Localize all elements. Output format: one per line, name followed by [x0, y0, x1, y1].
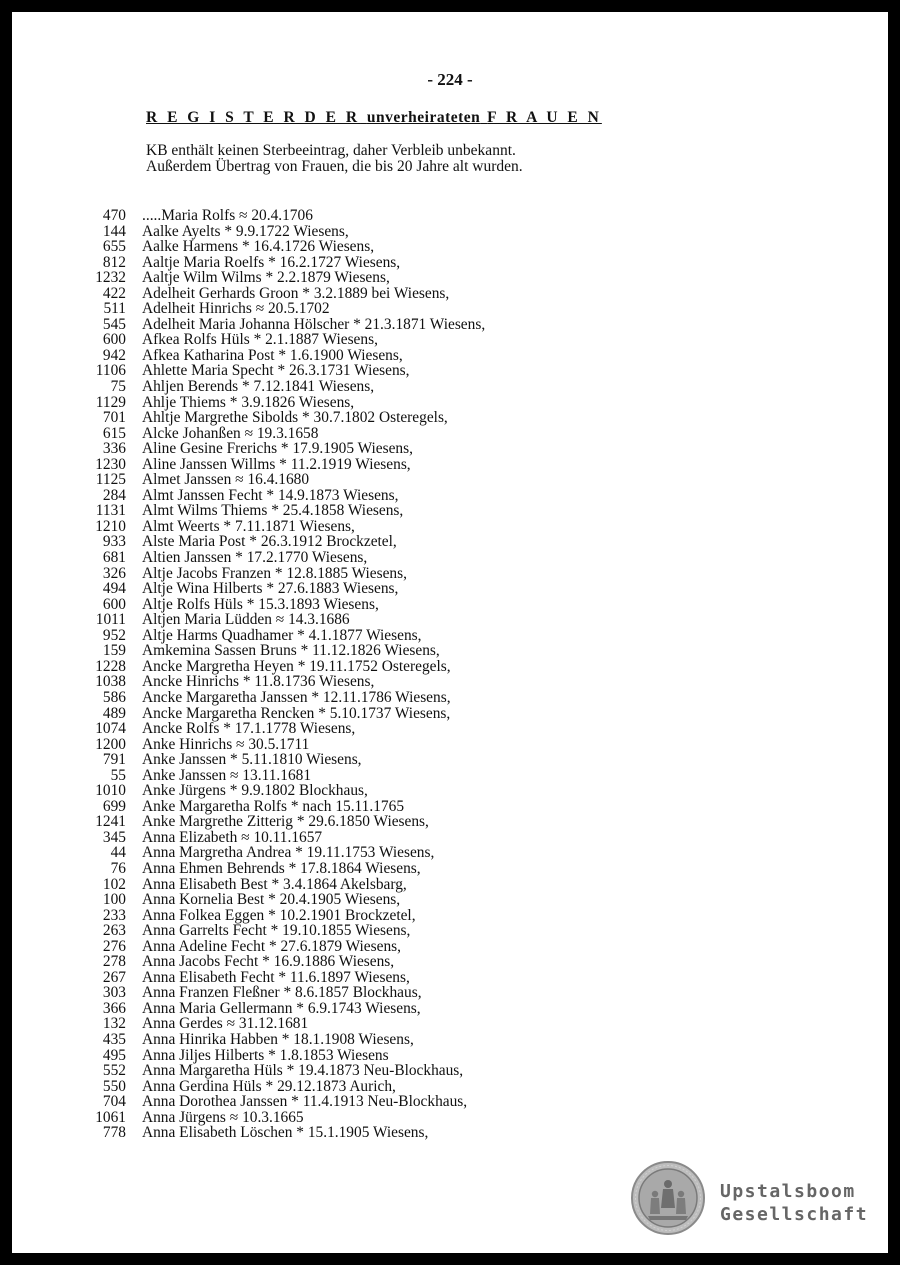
entry-text: Anna Kornelia Best * 20.4.1905 Wiesens,: [142, 891, 401, 909]
entry-number: 326: [102, 564, 126, 582]
entry-text: Ancke Margretha Heyen * 19.11.1752 Osteregels,: [142, 657, 451, 675]
entry-text: Anna Franzen Fleßner * 8.6.1857 Blockhaus,: [142, 984, 422, 1002]
page-number: - 224 -: [427, 70, 473, 89]
entry-number: 699: [102, 797, 126, 815]
register-entry: [12, 286, 888, 302]
upstalsboom-logo: [630, 1160, 880, 1236]
entry-text: Anke Hinrichs ≈ 30.5.1711: [142, 735, 310, 753]
entry-text: Ahlette Maria Specht * 26.3.1731 Wiesens,: [142, 362, 410, 380]
register-entry: [12, 1110, 888, 1126]
entry-number: 778: [102, 1124, 126, 1142]
entry-number: 345: [102, 828, 126, 846]
register-entry: [12, 566, 888, 582]
register-entry: [12, 597, 888, 613]
note-line-1: KB enthält keinen Sterbeeintrag, daher Verbleib unbekannt.: [146, 142, 516, 159]
entry-number: 366: [102, 999, 126, 1017]
entry-number: 812: [102, 253, 126, 271]
entry-number: 1061: [95, 1108, 126, 1126]
register-entry: [12, 845, 888, 861]
note-line-2: Außerdem Übertrag von Frauen, die bis 20 Jahre alt wurden.: [146, 158, 523, 175]
register-entry: [12, 550, 888, 566]
register-entry: [12, 426, 888, 442]
entry-number: 278: [102, 953, 126, 971]
register-entry: [12, 861, 888, 877]
register-entry: [12, 1079, 888, 1095]
entry-number: 655: [102, 238, 126, 256]
entry-number: 44: [110, 844, 126, 862]
entry-text: Altien Janssen * 17.2.1770 Wiesens,: [142, 549, 368, 567]
entry-text: Aaltje Wilm Wilms * 2.2.1879 Wiesens,: [142, 269, 390, 287]
entry-number: 489: [102, 704, 126, 722]
entry-text: Almet Janssen ≈ 16.4.1680: [142, 471, 310, 489]
organization-name-line-2: Gesellschaft: [720, 1204, 869, 1225]
entry-text: Almt Weerts * 7.11.1871 Wiesens,: [142, 517, 355, 535]
register-entries: [12, 208, 888, 1141]
entry-text: Alcke Johanßen ≈ 19.3.1658: [142, 424, 319, 442]
entry-text: Anke Janssen ≈ 13.11.1681: [142, 766, 312, 784]
entry-number: 494: [102, 580, 126, 598]
entry-number: 1241: [95, 813, 126, 831]
register-entry: [12, 970, 888, 986]
entry-text: Afkea Katharina Post * 1.6.1900 Wiesens,: [142, 346, 403, 364]
entry-number: 132: [102, 1015, 126, 1033]
entry-number: 233: [102, 906, 126, 924]
entry-text: Anke Jürgens * 9.9.1802 Blockhaus,: [142, 782, 368, 800]
register-entry: [12, 534, 888, 550]
entry-number: 615: [102, 424, 126, 442]
entry-text: Anke Margaretha Rolfs * nach 15.11.1765: [142, 797, 405, 815]
register-entry: [12, 301, 888, 317]
entry-text: Ancke Margaretha Rencken * 5.10.1737 Wiesens,: [142, 704, 451, 722]
register-entry: [12, 783, 888, 799]
entry-text: Anna Jürgens ≈ 10.3.1665: [142, 1108, 304, 1126]
register-entry: [12, 752, 888, 768]
register-entry: [12, 799, 888, 815]
entry-number: 1106: [95, 362, 126, 380]
entry-text: .....Maria Rolfs ≈ 20.4.1706: [142, 207, 313, 224]
entry-text: Aline Janssen Willms * 11.2.1919 Wiesens,: [142, 455, 411, 473]
register-title: [146, 109, 602, 127]
entry-number: 511: [103, 300, 126, 318]
register-entry: [12, 332, 888, 348]
entry-text: Ahltje Margrethe Sibolds * 30.7.1802 Osteregels,: [142, 409, 448, 427]
entry-text: Anna Elisabeth Löschen * 15.1.1905 Wiesens,: [142, 1124, 429, 1142]
register-entry: [12, 348, 888, 364]
title-part-3: F R A U E N: [487, 109, 602, 126]
entry-text: Anna Garrelts Fecht * 19.10.1855 Wiesens,: [142, 922, 411, 940]
entry-number: 550: [102, 1077, 126, 1095]
entry-number: 1011: [95, 611, 126, 629]
register-entry: [12, 410, 888, 426]
entry-text: Aaltje Maria Roelfs * 16.2.1727 Wiesens,: [142, 253, 401, 271]
register-entry: [12, 814, 888, 830]
register-entry: [12, 690, 888, 706]
entry-number: 1228: [95, 657, 126, 675]
entry-text: Anna Margretha Andrea * 19.11.1753 Wiesens,: [142, 844, 435, 862]
entry-number: 144: [102, 222, 126, 240]
entry-text: Aalke Ayelts * 9.9.1722 Wiesens,: [142, 222, 349, 240]
entry-number: 1230: [95, 455, 126, 473]
organization-name: [720, 1180, 868, 1226]
entry-number: 952: [102, 626, 126, 644]
entry-text: Almt Wilms Thiems * 25.4.1858 Wiesens,: [142, 502, 404, 520]
entry-number: 100: [102, 891, 126, 909]
entry-text: Almt Janssen Fecht * 14.9.1873 Wiesens,: [142, 486, 399, 504]
entry-text: Anna Gerdes ≈ 31.12.1681: [142, 1015, 309, 1033]
entry-text: Ahlje Thiems * 3.9.1826 Wiesens,: [142, 393, 355, 411]
entry-text: Ancke Rolfs * 17.1.1778 Wiesens,: [142, 720, 356, 738]
entry-text: Anna Adeline Fecht * 27.6.1879 Wiesens,: [142, 937, 401, 955]
entry-text: Anna Elisabeth Fecht * 11.6.1897 Wiesens,: [142, 968, 410, 986]
register-entry: [12, 939, 888, 955]
entry-text: Altje Harms Quadhamer * 4.1.1877 Wiesens,: [142, 626, 422, 644]
register-entry: [12, 395, 888, 411]
document-page: [12, 12, 888, 1253]
entry-text: Anna Jacobs Fecht * 16.9.1886 Wiesens,: [142, 953, 395, 971]
entry-text: Ahljen Berends * 7.12.1841 Wiesens,: [142, 378, 375, 396]
register-entry: [12, 581, 888, 597]
entry-text: Anna Hinrika Habben * 18.1.1908 Wiesens,: [142, 1030, 414, 1048]
entry-text: Altje Wina Hilberts * 27.6.1883 Wiesens,: [142, 580, 399, 598]
entry-number: 75: [110, 378, 126, 396]
entry-number: 1200: [95, 735, 126, 753]
title-part-1: R E G I S T E R D E R: [146, 109, 361, 126]
register-entry: [12, 985, 888, 1001]
register-entry: [12, 659, 888, 675]
register-entry: [12, 457, 888, 473]
entry-number: 263: [102, 922, 126, 940]
register-entry: [12, 208, 888, 224]
entry-text: Anke Margrethe Zitterig * 29.6.1850 Wiesens,: [142, 813, 429, 831]
entry-text: Anna Folkea Eggen * 10.2.1901 Brockzetel,: [142, 906, 416, 924]
register-entry: [12, 224, 888, 240]
register-entry: [12, 706, 888, 722]
register-entry: [12, 721, 888, 737]
entry-number: 1232: [95, 269, 126, 287]
entry-number: 1129: [95, 393, 126, 411]
register-entry: [12, 1016, 888, 1032]
entry-number: 942: [102, 346, 126, 364]
entry-text: Anna Gerdina Hüls * 29.12.1873 Aurich,: [142, 1077, 396, 1095]
register-entry: [12, 1032, 888, 1048]
register-entry: [12, 270, 888, 286]
entry-number: 600: [102, 331, 126, 349]
register-entry: [12, 612, 888, 628]
register-entry: [12, 1048, 888, 1064]
entry-text: Afkea Rolfs Hüls * 2.1.1887 Wiesens,: [142, 331, 378, 349]
organization-name-line-1: Upstalsboom: [720, 1181, 856, 1202]
title-part-2: unverheirateten: [366, 109, 481, 126]
entry-text: Adelheit Maria Johanna Hölscher * 21.3.1871 Wiesens,: [142, 315, 486, 333]
entry-number: 701: [102, 409, 126, 427]
register-entry: [12, 954, 888, 970]
register-entry: [12, 674, 888, 690]
entry-text: Anna Elizabeth ≈ 10.11.1657: [142, 828, 323, 846]
register-entry: [12, 643, 888, 659]
entry-text: Anna Maria Gellermann * 6.9.1743 Wiesens,: [142, 999, 421, 1017]
entry-number: 1074: [95, 720, 126, 738]
register-entry: [12, 908, 888, 924]
entry-number: 1210: [95, 517, 126, 535]
entry-text: Anna Ehmen Behrends * 17.8.1864 Wiesens,: [142, 859, 421, 877]
entry-number: 102: [102, 875, 126, 893]
entry-number: 55: [110, 766, 126, 784]
seal-icon: [630, 1160, 706, 1236]
entry-number: 704: [102, 1093, 126, 1111]
entry-text: Adelheit Hinrichs ≈ 20.5.1702: [142, 300, 330, 318]
entry-number: 495: [102, 1046, 126, 1064]
entry-text: Amkemina Sassen Bruns * 11.12.1826 Wiesens,: [142, 642, 440, 660]
entry-number: 276: [102, 937, 126, 955]
entry-number: 470: [102, 207, 126, 224]
entry-text: Altjen Maria Lüdden ≈ 14.3.1686: [142, 611, 350, 629]
entry-text: Ancke Hinrichs * 11.8.1736 Wiesens,: [142, 673, 375, 691]
entry-text: Anna Jiljes Hilberts * 1.8.1853 Wiesens: [142, 1046, 389, 1064]
entry-number: 336: [102, 440, 126, 458]
register-entry: [12, 923, 888, 939]
entry-number: 681: [102, 549, 126, 567]
entry-number: 1131: [95, 502, 126, 520]
register-entry: [12, 768, 888, 784]
entry-text: Altje Rolfs Hüls * 15.3.1893 Wiesens,: [142, 595, 379, 613]
register-entry: [12, 892, 888, 908]
register-entry: [12, 255, 888, 271]
entry-number: 422: [102, 284, 126, 302]
register-entry: [12, 737, 888, 753]
register-entry: [12, 1094, 888, 1110]
entry-text: Anna Dorothea Janssen * 11.4.1913 Neu-Blockhaus,: [142, 1093, 468, 1111]
entry-text: Anke Janssen * 5.11.1810 Wiesens,: [142, 751, 362, 769]
entry-number: 435: [102, 1030, 126, 1048]
entry-number: 545: [102, 315, 126, 333]
entry-number: 791: [102, 751, 126, 769]
register-entry: [12, 472, 888, 488]
register-entry: [12, 503, 888, 519]
entry-text: Anna Margaretha Hüls * 19.4.1873 Neu-Blockhaus,: [142, 1062, 464, 1080]
register-entry: [12, 1063, 888, 1079]
entry-number: 586: [102, 688, 126, 706]
entry-number: 76: [110, 859, 126, 877]
entry-number: 552: [102, 1062, 126, 1080]
entry-number: 303: [102, 984, 126, 1002]
entry-text: Adelheit Gerhards Groon * 3.2.1889 bei Wiesens,: [142, 284, 450, 302]
register-entry: [12, 488, 888, 504]
entry-number: 1010: [95, 782, 126, 800]
register-entry: [12, 363, 888, 379]
register-note: [146, 143, 523, 175]
entry-number: 600: [102, 595, 126, 613]
entry-text: Aline Gesine Frerichs * 17.9.1905 Wiesens,: [142, 440, 413, 458]
register-entry: [12, 379, 888, 395]
entry-text: Alste Maria Post * 26.3.1912 Brockzetel,: [142, 533, 397, 551]
entry-text: Ancke Margaretha Janssen * 12.11.1786 Wiesens,: [142, 688, 451, 706]
register-entry: [12, 1125, 888, 1141]
register-entry: [12, 519, 888, 535]
entry-number: 1038: [95, 673, 126, 691]
register-entry: [12, 239, 888, 255]
entry-number: 284: [102, 486, 126, 504]
entry-number: 159: [102, 642, 126, 660]
register-entry: [12, 628, 888, 644]
entry-number: 933: [102, 533, 126, 551]
entry-number: 1125: [95, 471, 126, 489]
register-entry: [12, 1001, 888, 1017]
register-entry: [12, 317, 888, 333]
register-entry: [12, 830, 888, 846]
entry-text: Anna Elisabeth Best * 3.4.1864 Akelsbarg,: [142, 875, 407, 893]
entry-text: Altje Jacobs Franzen * 12.8.1885 Wiesens,: [142, 564, 407, 582]
entry-text: Aalke Harmens * 16.4.1726 Wiesens,: [142, 238, 375, 256]
register-entry: [12, 877, 888, 893]
register-entry: [12, 441, 888, 457]
entry-number: 267: [102, 968, 126, 986]
